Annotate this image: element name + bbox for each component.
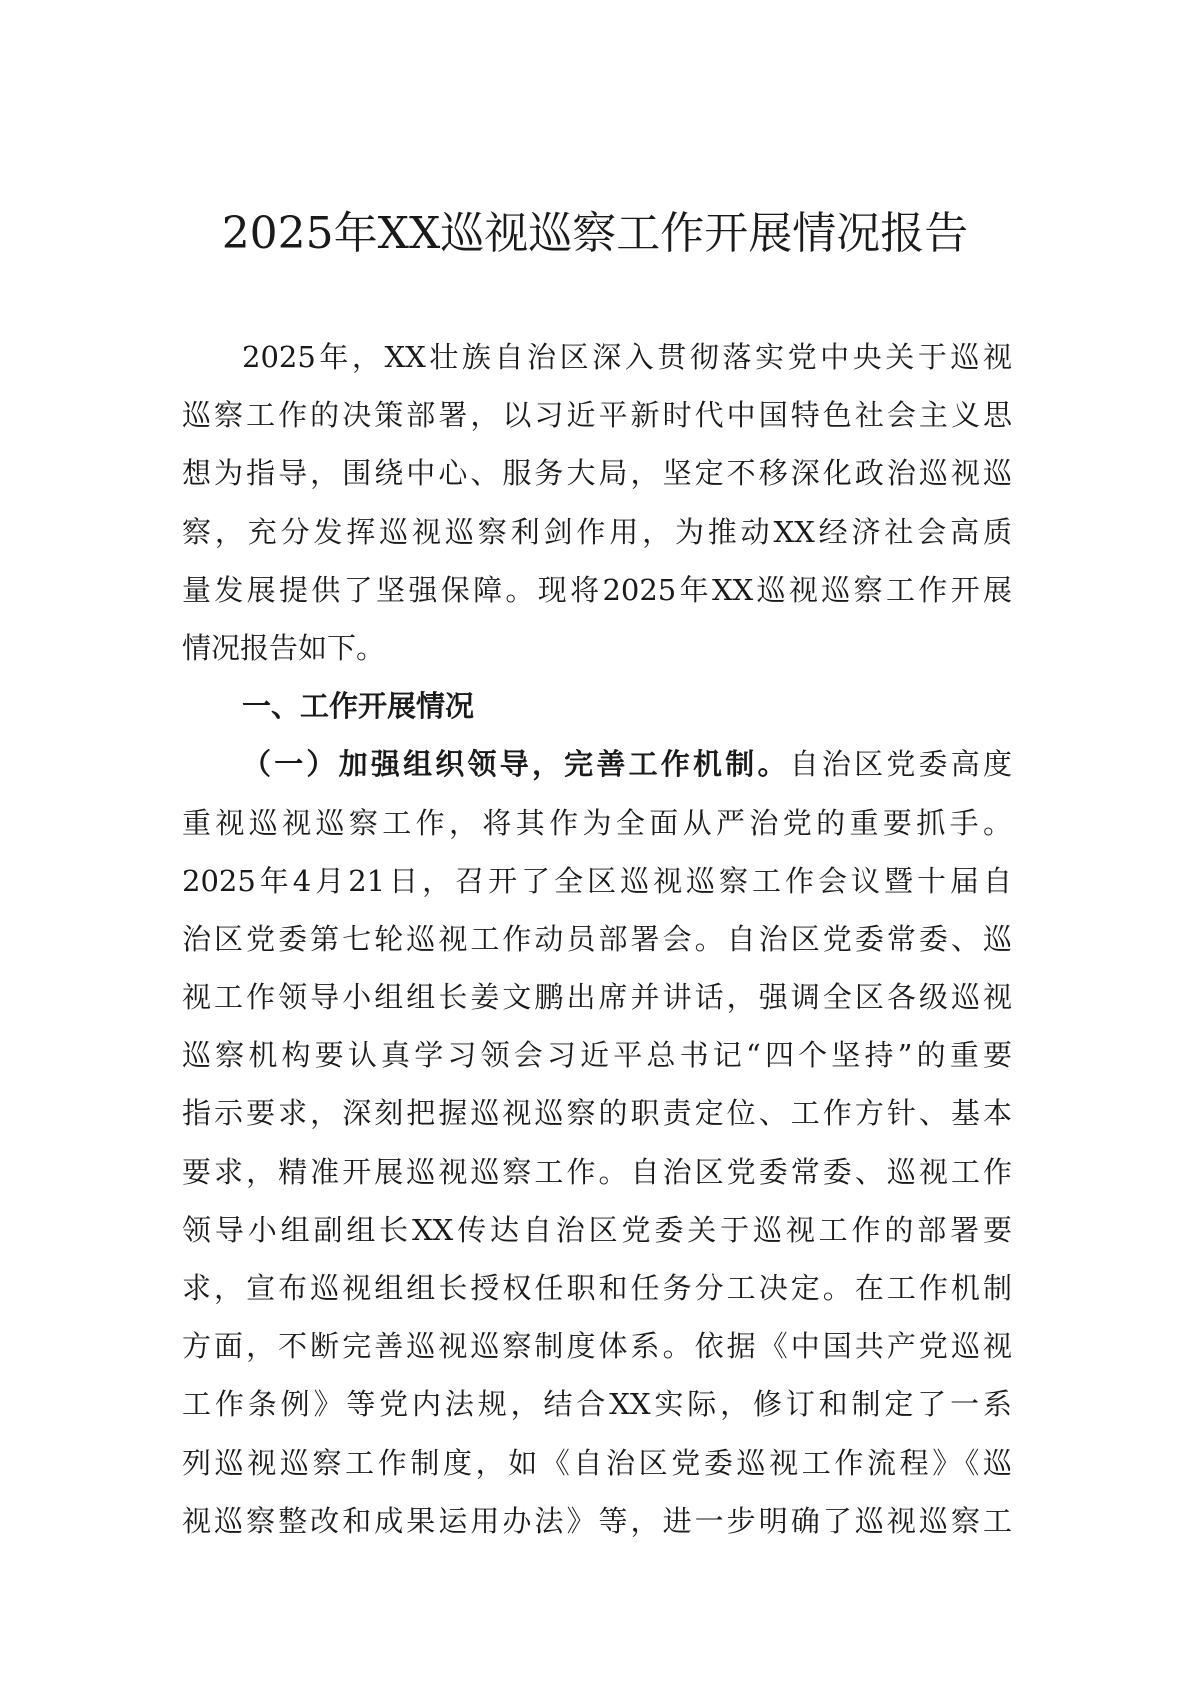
subsection-line: 2025年4月21日，召开了全区巡视巡察工作会议暨十届自 — [182, 863, 1012, 898]
subsection-line: 要求，精准开展巡视巡察工作。自治区党委常委、巡视工作 — [182, 1154, 1012, 1189]
intro-line: 情况报告如下。 — [182, 630, 386, 665]
subsection-line: 指示要求，深刻把握巡视巡察的职责定位、工作方针、基本 — [182, 1096, 1012, 1131]
intro-line: 量发展提供了坚强保障。现将2025年XX巡视巡察工作开展 — [182, 572, 1012, 607]
subsection-line: 方面，不断完善巡视巡察制度体系。依据《中国共产党巡视 — [182, 1329, 1012, 1364]
section-heading: 一、工作开展情况 — [242, 689, 475, 724]
document-title: 2025年XX巡视巡察工作开展情况报告 — [221, 208, 969, 259]
intro-line: 2025年，XX壮族自治区深入贯彻落实党中央关于巡视 — [242, 340, 1012, 374]
subsection-line: 工作条例》等党内法规，结合XX实际，修订和制定了一系 — [182, 1387, 1012, 1422]
subsection-line: 领导小组副组长XX传达自治区党委关于巡视工作的部署要 — [182, 1212, 1012, 1247]
subsection-line: 求，宣布巡视组组长授权任职和任务分工决定。在工作机制 — [182, 1271, 1012, 1305]
subsection-line: 治区党委第七轮巡视工作动员部署会。自治区党委常委、巡 — [182, 921, 1012, 956]
intro-line: 想为指导，围绕中心、服务大局，坚定不移深化政治巡视巡 — [182, 456, 1012, 491]
subsection-line: 视工作领导小组组长姜文鹏出席并讲话，强调全区各级巡视 — [182, 980, 1012, 1015]
subsection-line: 列巡视巡察工作制度，如《自治区党委巡视工作流程》《巡 — [182, 1445, 1012, 1480]
subsection-line: 视巡察整改和成果运用办法》等，进一步明确了巡视巡察工 — [182, 1503, 1012, 1538]
intro-line: 巡察工作的决策部署，以习近平新时代中国特色社会主义思 — [182, 398, 1012, 433]
document-body — [182, 328, 1012, 1550]
subsection-line: 重视巡视巡察工作，将其作为全面从严治党的重要抓手。 — [182, 805, 1012, 840]
subsection-lead-text: 自治区党委高度 — [789, 747, 1012, 782]
subsection-lead-line — [182, 735, 1012, 793]
subsection-heading: （一）加强组织领导，完善工作机制。 — [242, 747, 790, 782]
intro-line: 察，充分发挥巡视巡察利剑作用，为推动XX经济社会高质 — [182, 514, 1012, 549]
subsection-line: 巡察机构要认真学习领会习近平总书记“四个坚持”的重要 — [182, 1038, 1012, 1073]
